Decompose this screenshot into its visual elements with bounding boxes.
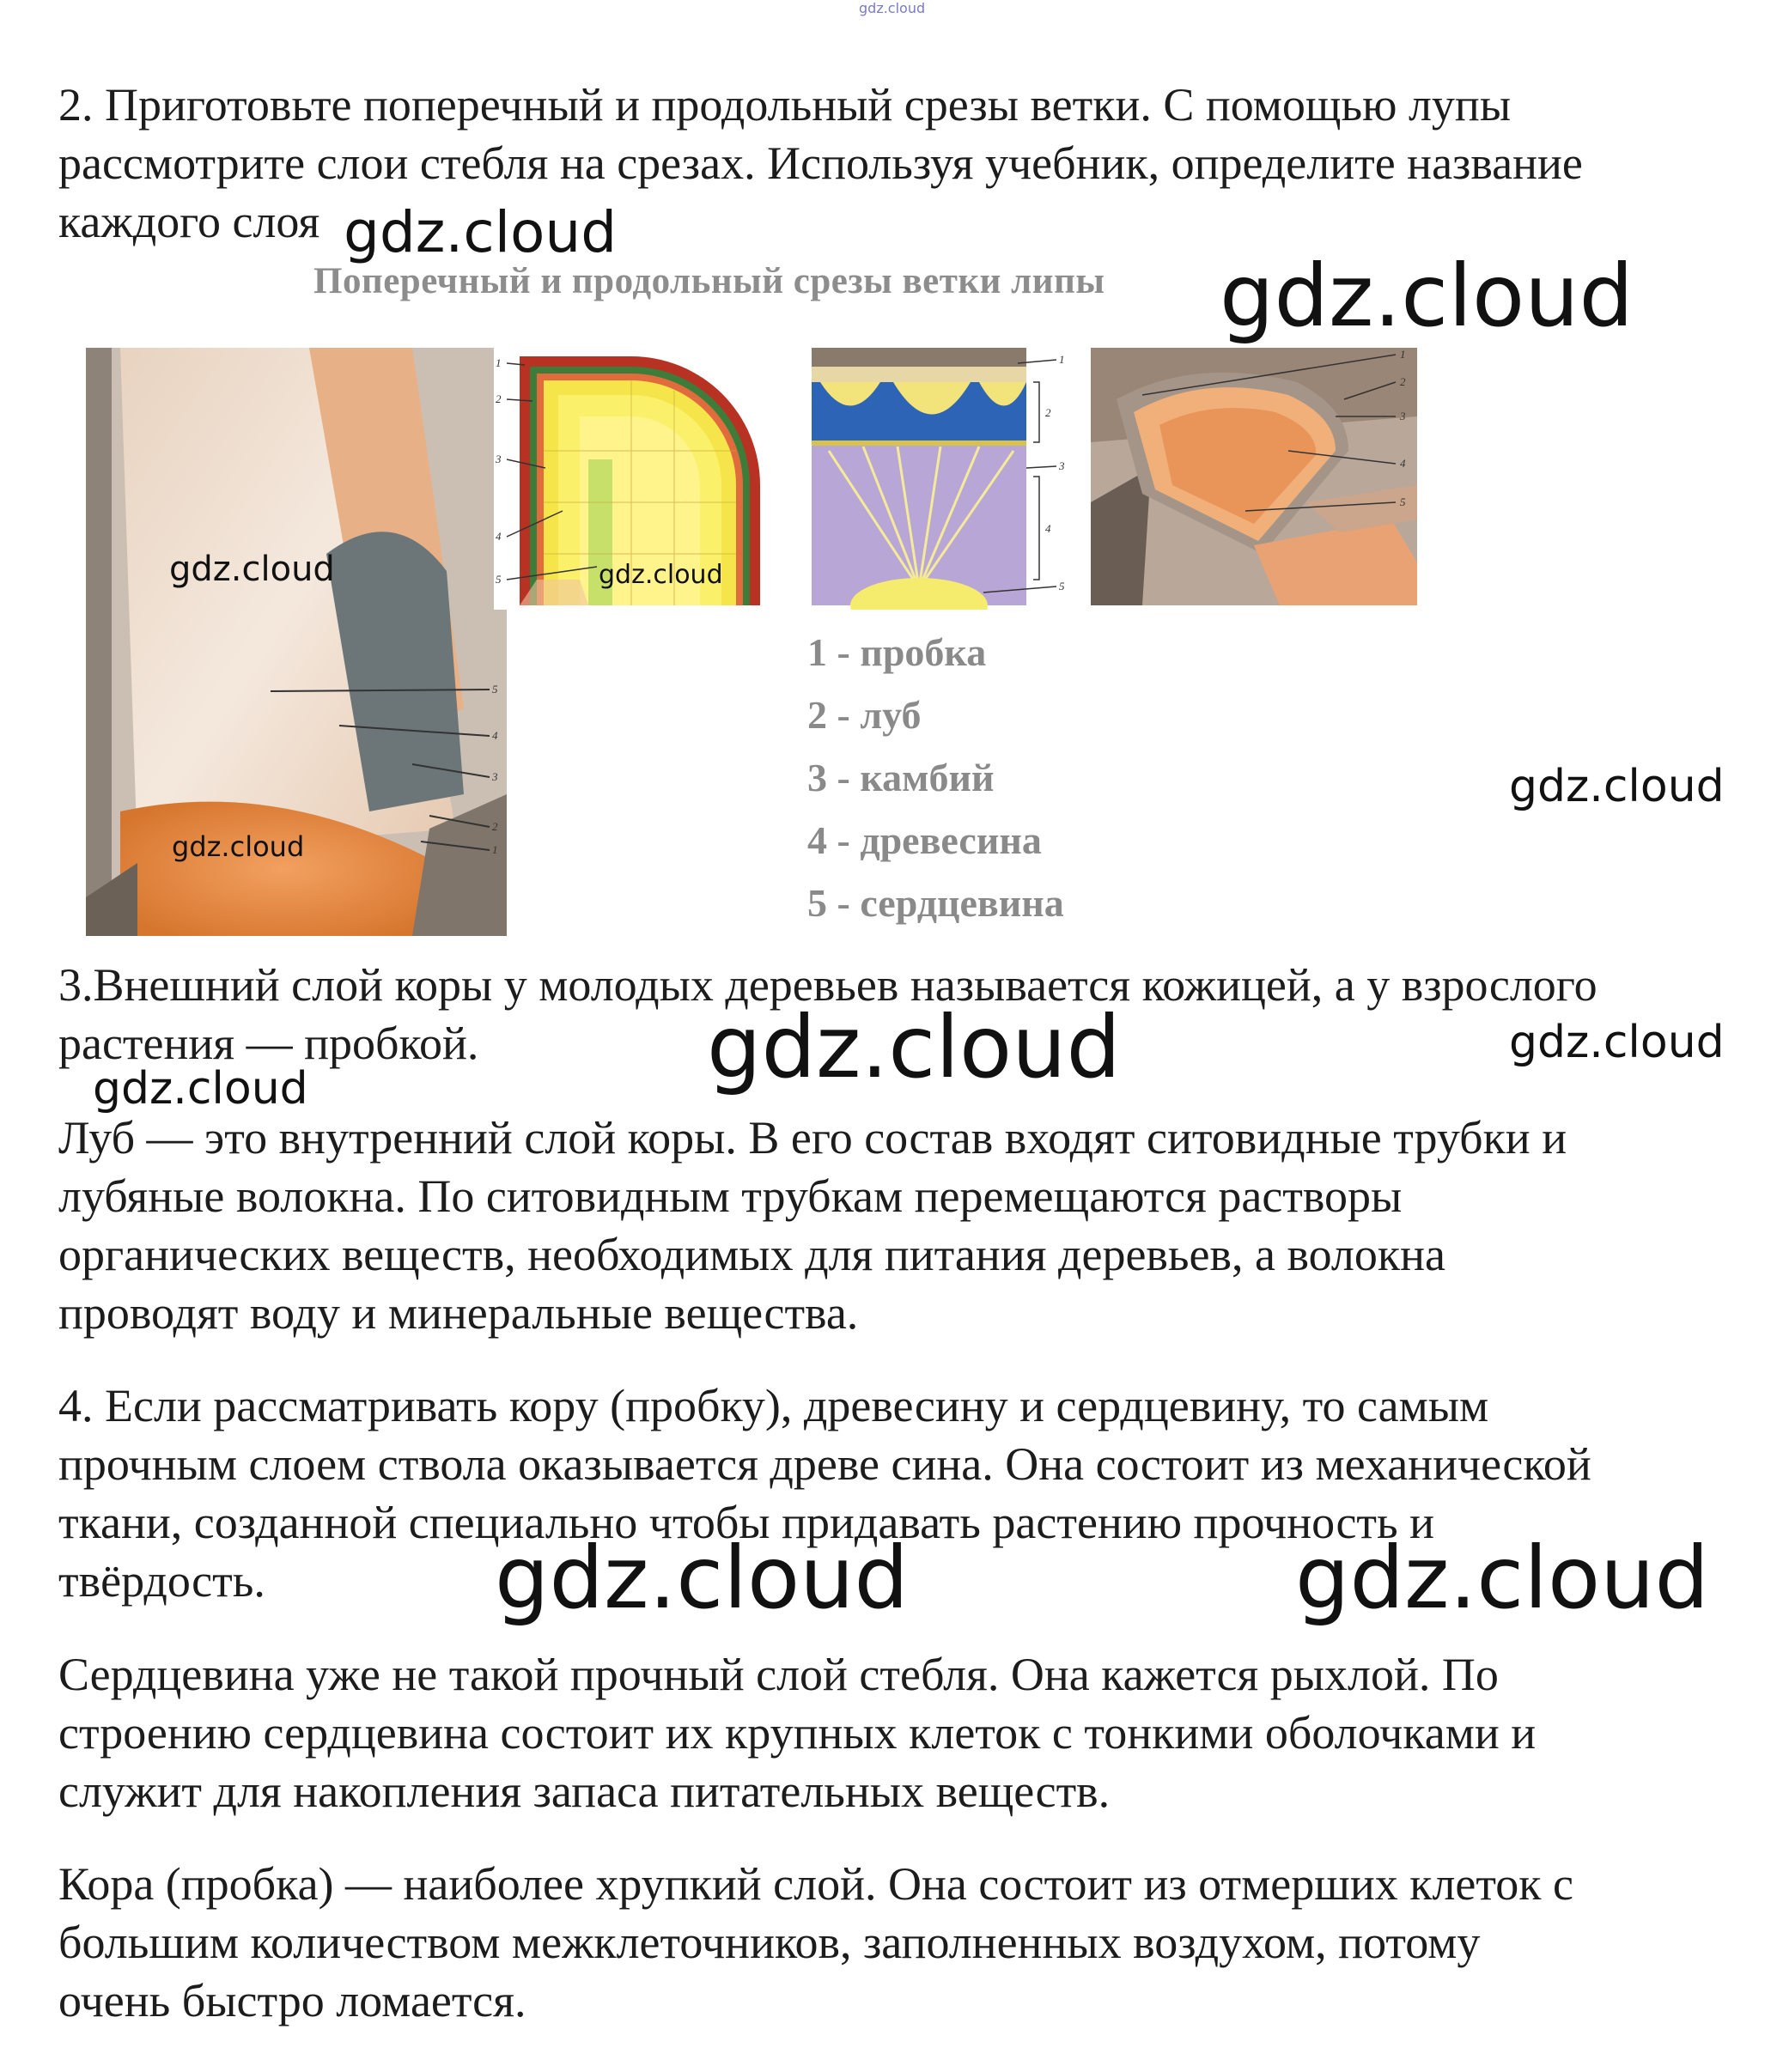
photo1-number: 1 bbox=[492, 843, 498, 856]
diagram1-number: 5 bbox=[496, 573, 502, 586]
top-watermark: gdz.cloud bbox=[859, 0, 926, 16]
photo2-number: 2 bbox=[1400, 375, 1406, 388]
diagram2-number: 4 bbox=[1045, 522, 1051, 535]
photo2-number: 1 bbox=[1400, 348, 1406, 361]
task4-p1-line-4: твёрдость. bbox=[58, 1555, 265, 1607]
legend-item: 5 - сердцевина bbox=[807, 881, 1064, 925]
task4-p2-line-1: Сердцевина уже не такой прочный слой стебля. Она кажется рыхлой. По bbox=[58, 1649, 1499, 1700]
task4-p3-line-1: Кора (пробка) — наиболее хрупкий слой. Она состоит из отмерших клеток с bbox=[58, 1858, 1573, 1910]
diagram1-number: 2 bbox=[496, 392, 502, 405]
diagram2-number: 3 bbox=[1059, 459, 1065, 472]
photo2-number: 5 bbox=[1400, 495, 1406, 508]
watermark: gdz.cloud bbox=[495, 1528, 910, 1628]
watermark: gdz.cloud bbox=[172, 830, 305, 863]
diagram1-number: 3 bbox=[496, 453, 502, 465]
task3-p1-line-1: 3.Внешний слой коры у молодых деревьев называется кожицей, а у взрослого bbox=[58, 959, 1597, 1011]
watermark: gdz.cloud bbox=[169, 550, 335, 589]
photo2-number: 3 bbox=[1400, 410, 1406, 422]
diagram2-number: 5 bbox=[1059, 580, 1065, 592]
task4-p1-line-3: ткани, созданной специально чтобы придавать растению прочность и bbox=[58, 1497, 1435, 1548]
task4-p1-line-1: 4. Если рассматривать кору (пробку), древесину и сердцевину, то самым bbox=[58, 1380, 1489, 1431]
watermark: gdz.cloud bbox=[344, 199, 618, 265]
task3-p2-line-4: проводят воду и минеральные вещества. bbox=[58, 1287, 859, 1339]
diagram1-number: 1 bbox=[496, 356, 502, 369]
watermark: gdz.cloud bbox=[1295, 1528, 1710, 1628]
watermark: gdz.cloud bbox=[1509, 1017, 1725, 1068]
task2-line-3: каждого слоя bbox=[58, 196, 320, 247]
legend-item: 1 - пробка bbox=[807, 630, 987, 674]
task4-p2-line-2: строению сердцевина состоит их крупных клеток с тонкими оболочками и bbox=[58, 1707, 1537, 1759]
diagram2-number: 2 bbox=[1045, 406, 1051, 419]
task2-line-2: рассмотрите слои стебля на срезах. Используя учебник, определите название bbox=[58, 137, 1583, 189]
photo1-number: 4 bbox=[492, 729, 498, 742]
task3-p2-line-3: органических веществ, необходимых для питания деревьев, а волокна bbox=[58, 1229, 1445, 1280]
diagram2-number: 1 bbox=[1059, 353, 1065, 366]
task4-p3-line-3: очень быстро ломается. bbox=[58, 1975, 526, 2026]
task4-p2-line-3: служит для накопления запаса питательных веществ. bbox=[58, 1765, 1111, 1817]
watermark: gdz.cloud bbox=[599, 560, 723, 590]
watermark: gdz.cloud bbox=[1220, 246, 1634, 346]
watermark: gdz.cloud bbox=[1509, 2018, 1513, 2019]
figure-caption: Поперечный и продольный срезы ветки липы bbox=[313, 261, 1105, 301]
task3-p2-line-2: лубяные волокна. По ситовидным трубкам перемещаются растворы bbox=[58, 1170, 1403, 1222]
legend-item: 4 - древесина bbox=[807, 818, 1042, 862]
photo2-number: 4 bbox=[1400, 457, 1406, 470]
task3-p2-line-1: Луб — это внутренний слой коры. В его состав входят ситовидные трубки и bbox=[58, 1112, 1567, 1164]
photo1-number: 3 bbox=[492, 770, 498, 783]
watermark: gdz.cloud bbox=[1509, 761, 1725, 812]
diagram1-number: 4 bbox=[496, 530, 502, 543]
watermark: gdz.cloud bbox=[707, 997, 1122, 1097]
photo1-number: 5 bbox=[492, 683, 498, 696]
diagram-microscopic-section bbox=[812, 348, 1082, 610]
legend-item: 3 - камбий bbox=[807, 756, 995, 799]
watermark: gdz.cloud bbox=[93, 1063, 308, 1115]
task4-p3-line-2: большим количеством межклеточников, заполненных воздухом, потому bbox=[58, 1917, 1481, 1968]
legend-item: 2 - луб bbox=[807, 693, 922, 737]
task2-line-1: 2. Приготовьте поперечный и продольный срезы ветки. С помощью лупы bbox=[58, 79, 1512, 131]
photo1-number: 2 bbox=[492, 820, 498, 833]
photo-cross-cut bbox=[1091, 348, 1417, 605]
task3-p1-line-2: растения — пробкой. bbox=[58, 1018, 479, 1069]
task4-p1-line-2: прочным слоем ствола оказывается древе сина. Она состоит из механической bbox=[58, 1438, 1591, 1490]
